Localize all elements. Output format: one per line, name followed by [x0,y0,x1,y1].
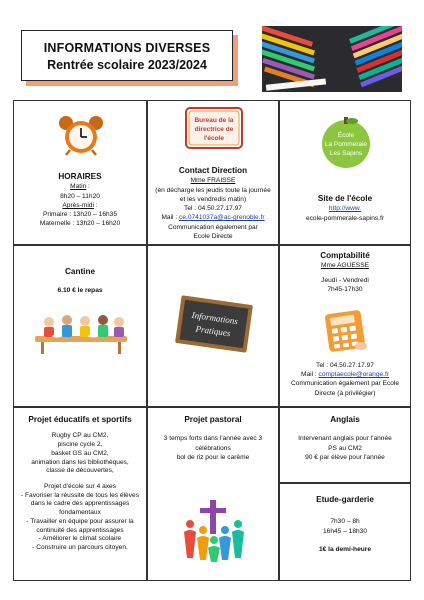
list-item: animation dans les bibliothèques, [31,458,129,466]
list-item: - Construire un parcours citoyen. [32,543,128,551]
svg-text:Les Sapins: Les Sapins [329,150,363,157]
cantine-cell [13,245,147,407]
list-item: - Améliorer le climat scolaire [38,535,122,543]
list-item: - Travailler en équipe pour assurer la [26,517,134,525]
compta-name: Mme AGUESSE [320,262,369,270]
contact-cell: Bureau de la directrice de l'école Contact Direction Mme FRAISSE (en décharge les jeudis toute la journée et les vendredis matin) Tel : 04.50.27.17.97 Mail : ce.0741037a@ac-grenoble.fr Communication également par Ecole Directe [147,100,279,245]
alarm-clock-icon [56,114,106,156]
list-item: piscine cycle 2, [57,441,103,449]
compta-tel: Tel : 04.50.27.17.97 [316,362,374,369]
pastoral-figures-logo [181,500,247,562]
page-subtitle: Rentrée scolaire 2023/2024 [47,58,207,72]
projet-pastoral-cell: Projet pastoral 3 temps forts dans l'année avec 3 célébrations bol de riz pour le carême [147,407,279,581]
projet-pastoral-title: Projet pastoral [184,415,242,424]
projet-educatif-cell [13,407,147,581]
horaires-cell: HORAIRES Matin : 8h20 – 11h20 Après-midi : Primaire : 13h20 – 16h35 Maternelle : 13h20 – 16h20 [13,100,147,245]
garderie-title: Etude-garderie [316,495,374,504]
maternelle-time: Maternelle : 13h20 – 16h20 [39,220,121,228]
compta-mail-link[interactable]: comptaecole@orange.fr [318,371,390,379]
apres-midi-label: Après-midi [62,201,94,209]
list-item: Projet d'école sur 4 axes [44,483,116,490]
school-logo [314,117,378,169]
svg-text:Informations: Informations [191,309,239,327]
compta-cell: Comptabilité Mme AGUESSE Jeudi - Vendredi 7h45-17h30 Tel : 04.50.27.17.97 Mail : comptaecole@orange.fr Communication également par Ecole Directe (à privilégier) [279,245,411,407]
site-url-text: ecole-pommerale-sapins.fr [305,214,385,222]
matin-time: 8h20 – 11h20 [60,192,100,200]
list-item: classe de découvertes, [46,467,114,475]
page-title: INFORMATIONS DIVERSES [43,41,211,55]
contact-title: Contact Direction [178,166,248,175]
director-office-sign [185,107,243,149]
cantine-title: Cantine [64,267,96,276]
list-item [14,476,146,483]
svg-text:Bureau de la: Bureau de la [194,117,234,124]
anglais-cell: Anglais Intervenant anglais pour l'année PS au CM2 90 € par élève pour l'année [279,407,411,483]
svg-text:l'école: l'école [204,135,224,142]
matin-label: Matin [70,183,87,191]
canteen-kids-image [35,310,127,354]
list-item: Rugby CP au CM2, [51,432,109,440]
site-title: Site de l'école [317,194,373,203]
garderie-price: 1€ la demi-heure [318,545,372,553]
school-supplies-image [262,26,402,92]
info-chalkboard-image [174,294,254,354]
list-item: fondamentaux [59,509,101,517]
primaire-time: Primaire : 13h20 – 16h35 [42,211,118,219]
site-cell [279,100,411,245]
list-item: continuité des apprentissages [36,526,124,534]
site-url-link[interactable]: http://www. [328,205,362,213]
cantine-price: 6.10 € le repas [57,287,103,295]
horaires-title: HORAIRES [58,172,102,181]
anglais-title: Anglais [330,415,360,424]
svg-text:École: École [337,132,355,139]
compta-title: Comptabilité [320,251,370,260]
svg-text:directrice de: directrice de [194,126,234,133]
contact-tel: Tel : 04.50.27.17.97 [184,205,242,213]
title-box [21,30,233,81]
info-board-cell [147,245,279,407]
svg-text:Pratiques: Pratiques [195,323,232,339]
projet-educatif-list [14,432,146,552]
list-item: dans le cadre des apprentissages [30,500,130,508]
contact-name: Mme FRAISSE [190,177,236,185]
garderie-cell: Etude-garderie 7h30 – 8h 16h45 – 18h30 1€ la demi-heure [279,483,411,581]
svg-text:La Pommeraie: La Pommeraie [324,141,368,148]
info-grid [13,100,411,581]
list-item: basket GS au CM2, [51,449,109,457]
projet-educatif-title: Projet éducatifs et sportifs [28,415,132,424]
list-item: - Favoriser la réussite de tous les élèves [20,491,139,499]
calculator-icon [323,310,369,352]
contact-mail-link[interactable]: ce.0741037a@ac-grenoble.fr [179,214,265,222]
